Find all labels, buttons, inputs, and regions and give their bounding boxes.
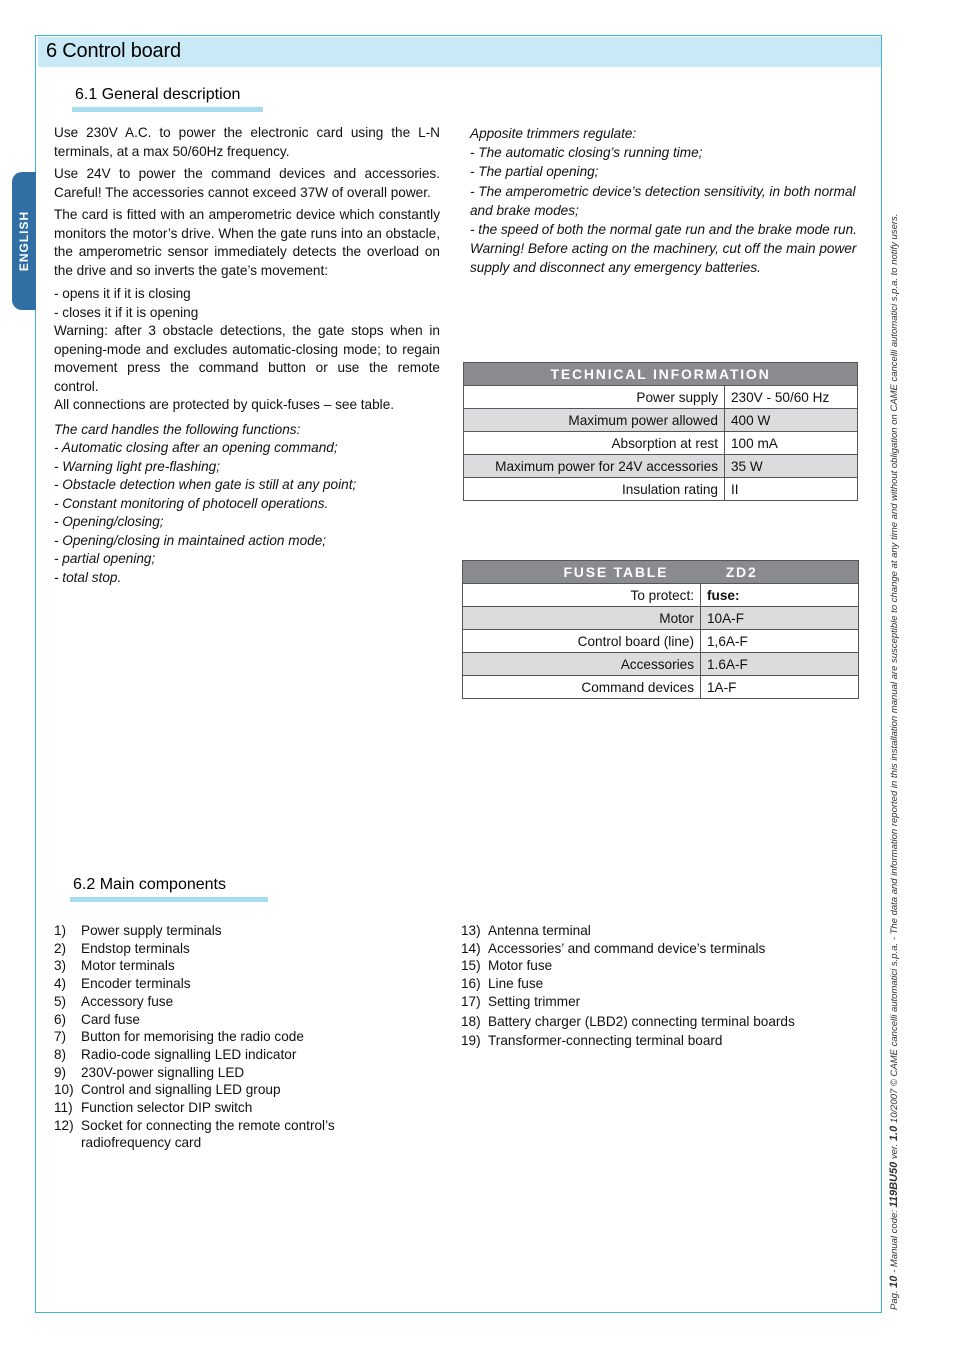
list-item xyxy=(461,922,861,940)
components-list-right xyxy=(461,922,861,1050)
function-item: - Obstacle detection when gate is still at any point; xyxy=(54,477,357,492)
item-number: 4) xyxy=(54,976,67,992)
item-text: Control and signalling LED group xyxy=(81,1082,281,1098)
fuse-table-title: FUSE TABLE xyxy=(563,564,669,580)
table-row xyxy=(463,584,859,607)
fuse-table-model: ZD2 xyxy=(725,564,758,580)
item-text: Radio-code signalling LED indicator xyxy=(81,1046,297,1062)
function-item: - Opening/closing; xyxy=(54,514,164,529)
title-bar xyxy=(38,37,881,67)
item-number: 19) xyxy=(461,1033,481,1049)
table-cell-label: Power supply xyxy=(464,386,725,409)
list-item: - closes it if it is opening xyxy=(54,304,199,320)
item-text: Endstop terminals xyxy=(81,940,190,956)
table-cell-value: fuse: xyxy=(701,584,859,607)
list-item xyxy=(54,1099,434,1117)
item-text: Line fuse xyxy=(488,976,544,992)
item-text: Motor fuse xyxy=(488,958,553,974)
item-text: 230V-power signalling LED xyxy=(81,1064,245,1080)
paragraph: The card is fitted with an amperometric device which constantly monitors the motor’s drive. When the gate runs into an obstacle, the amperometric sensor immediately detects the overload on the drive and so inverts the gate’s movement: xyxy=(54,207,440,278)
table-cell-label: Accessories xyxy=(463,653,701,676)
connections-note: All connections are protected by quick-fuses – see table. xyxy=(54,397,395,412)
table-header: TECHNICAL INFORMATION xyxy=(464,363,858,386)
components-list-left xyxy=(54,922,434,1152)
item-number: 13) xyxy=(461,923,481,938)
list-item xyxy=(54,1081,434,1099)
table-cell-value: II xyxy=(725,478,858,501)
table-cell-value: 100 mA xyxy=(725,432,858,455)
page-prefix: Pag. xyxy=(889,1290,900,1310)
table-cell-value: 400 W xyxy=(725,409,858,432)
table-row xyxy=(463,630,859,653)
table-cell-label: Command devices xyxy=(463,676,701,699)
trimmer-item: - The automatic closing’s running time; xyxy=(470,145,703,161)
table-cell-value: 230V - 50/60 Hz xyxy=(725,386,858,409)
general-description-right xyxy=(470,124,860,278)
list-item xyxy=(461,957,861,975)
list-item xyxy=(54,957,434,975)
item-number: 6) xyxy=(54,1011,67,1027)
technical-information-table xyxy=(463,362,858,501)
list-item xyxy=(461,1032,861,1050)
list-item xyxy=(54,1117,434,1152)
item-text: Accessories’ and command device’s terminals xyxy=(488,940,766,956)
table-row xyxy=(464,478,858,501)
table-row xyxy=(463,676,859,699)
item-number: 7) xyxy=(54,1029,67,1045)
item-text: Socket for connecting the remote control’s radiofrequency card xyxy=(81,1117,335,1151)
table-cell-label: To protect: xyxy=(463,584,701,607)
item-number: 15) xyxy=(461,958,481,974)
item-number: 14) xyxy=(461,940,481,956)
section-heading-general xyxy=(75,86,240,104)
version: 1.0 xyxy=(888,1125,900,1141)
fuse-table xyxy=(462,560,859,699)
item-number: 16) xyxy=(461,976,481,992)
language-tab-label: ENGLISH xyxy=(17,210,31,272)
item-number: 3) xyxy=(54,958,67,974)
item-text: Button for memorising the radio code xyxy=(81,1029,304,1045)
paragraph: Use 24V to power the command devices and accessories. Careful! The accessories cannot exceed 37W of overall power. xyxy=(54,166,440,200)
footer-note xyxy=(888,213,902,1310)
item-text: Power supply terminals xyxy=(81,923,222,938)
item-text: Antenna terminal xyxy=(488,923,591,938)
item-number: 11) xyxy=(54,1100,73,1116)
section-heading-components xyxy=(73,876,226,894)
version-prefix: ver. xyxy=(889,1143,900,1160)
date: 10/2007 xyxy=(889,1088,900,1124)
warning-text: Warning: after 3 obstacle detections, the gate stops when in opening-mode and excludes automatic-closing mode; to regain movement press the command button or use the remote control. xyxy=(54,323,440,394)
table-cell-label: Absorption at rest xyxy=(464,432,725,455)
item-text: Encoder terminals xyxy=(81,976,191,992)
item-number: 18) xyxy=(461,1013,481,1029)
item-number: 12) xyxy=(54,1117,74,1133)
table-cell-value: 10A-F xyxy=(701,607,859,630)
table-row xyxy=(464,432,858,455)
table-row xyxy=(463,607,859,630)
item-text: Motor terminals xyxy=(81,958,175,974)
warning-text: Warning! Before acting on the machinery, cut off the main power supply and disconnect any emergency batteries. xyxy=(470,241,857,276)
function-item: - Opening/closing in maintained action mode; xyxy=(54,532,327,548)
table-row xyxy=(464,409,858,432)
list-item xyxy=(54,922,434,940)
list-item xyxy=(54,993,434,1011)
item-text: Transformer-connecting terminal board xyxy=(488,1033,723,1049)
section-heading-components-text: 6.2 Main components xyxy=(73,876,226,893)
table-cell-label: Insulation rating xyxy=(464,478,725,501)
general-description-left xyxy=(54,124,440,587)
function-item: - total stop. xyxy=(54,569,122,585)
table-cell-value: 1.6A-F xyxy=(701,653,859,676)
function-item: - Automatic closing after an opening command; xyxy=(54,440,338,455)
list-item xyxy=(54,940,434,958)
table-cell-label: Maximum power for 24V accessories xyxy=(464,455,725,478)
list-item: - opens it if it is closing xyxy=(54,286,191,301)
functions-intro: The card handles the following functions: xyxy=(54,421,301,437)
paragraph: Use 230V A.C. to power the electronic card using the L-N terminals, at a max 50/60Hz frequency. xyxy=(54,125,440,159)
list-item xyxy=(54,975,434,993)
item-number: 5) xyxy=(54,993,67,1009)
item-number: 9) xyxy=(54,1064,67,1080)
function-item: - partial opening; xyxy=(54,551,156,566)
item-text: Card fuse xyxy=(81,1011,140,1027)
function-item: - Constant monitoring of photocell operations. xyxy=(54,495,329,511)
table-row xyxy=(464,386,858,409)
trimmer-item: - The amperometric device’s detection sensitivity, in both normal and brake modes; xyxy=(470,183,856,218)
item-number: 2) xyxy=(54,940,67,956)
heading-underline xyxy=(70,897,268,902)
manual-code: 119BU50 xyxy=(888,1161,900,1208)
trimmer-intro: Apposite trimmers regulate: xyxy=(470,126,637,141)
item-number: 1) xyxy=(54,923,67,938)
trimmer-item: - the speed of both the normal gate run and the brake mode run. xyxy=(470,222,857,238)
table-row xyxy=(463,653,859,676)
table-row xyxy=(464,455,858,478)
list-item xyxy=(54,1028,434,1046)
table-cell-label: Motor xyxy=(463,607,701,630)
table-cell-value: 1A-F xyxy=(701,676,859,699)
list-item xyxy=(461,993,861,1011)
item-number: 17) xyxy=(461,993,481,1009)
list-item xyxy=(461,975,861,993)
language-tab xyxy=(12,172,36,310)
item-number: 8) xyxy=(54,1046,67,1062)
table-cell-label: Control board (line) xyxy=(463,630,701,653)
item-text: Function selector DIP switch xyxy=(81,1100,253,1116)
item-text: Setting trimmer xyxy=(488,993,581,1009)
item-text: Accessory fuse xyxy=(81,993,174,1009)
section-heading-general-text: 6.1 General description xyxy=(75,86,241,103)
item-text: Battery charger (LBD2) connecting terminal boards xyxy=(488,1013,795,1029)
disclaimer: © CAME cancelli automatici s.p.a. - The data and information reported in this installation manual are susceptible to change at any time and without obligation on CAME cancelli automatici s.p.a. to notify users. xyxy=(889,213,900,1087)
list-item xyxy=(54,1011,434,1029)
table-cell-value: 35 W xyxy=(725,455,858,478)
list-item xyxy=(54,1046,434,1064)
heading-underline xyxy=(72,107,263,112)
manual-code-prefix: - Manual code: xyxy=(889,1210,900,1273)
table-cell-label: Maximum power allowed xyxy=(464,409,725,432)
list-item xyxy=(461,940,861,958)
page-title: 6 Control board xyxy=(46,40,181,62)
function-item: - Warning light pre-flashing; xyxy=(54,458,220,474)
list-item xyxy=(461,1013,861,1031)
item-number: 10) xyxy=(54,1082,74,1098)
list-item xyxy=(54,1064,434,1082)
table-cell-value: 1,6A-F xyxy=(701,630,859,653)
table-header xyxy=(463,561,859,584)
trimmer-item: - The partial opening; xyxy=(470,164,599,180)
page-number: 10 xyxy=(888,1275,900,1288)
